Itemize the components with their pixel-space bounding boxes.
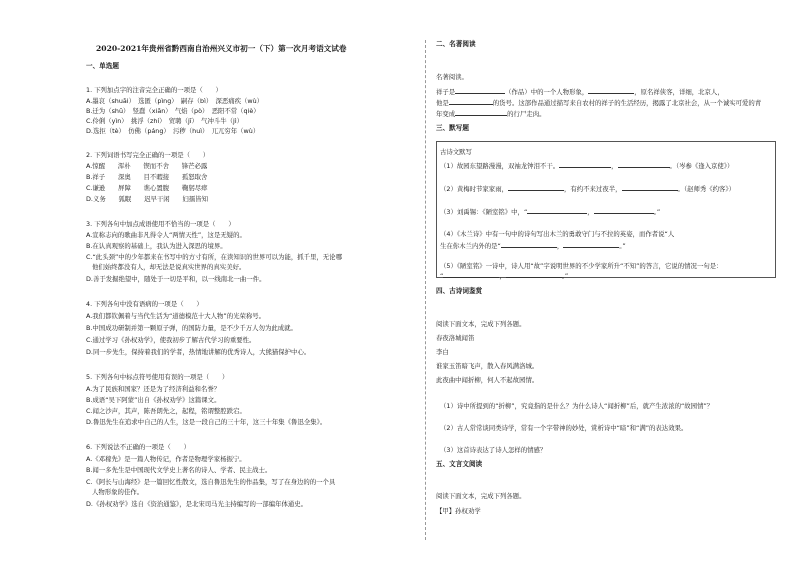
poem-line-1: 谁家玉笛暗飞声，散入春风满洛城。 [436, 362, 539, 370]
poetry-question-1: （1）诗中所提到的“折柳”，究竟指的是什么？为什么诗人“闻折柳”后，就产生浓浓的“故园情”？ [440, 402, 714, 410]
section-heading-classical-chinese: 五、文言文阅读 [436, 460, 483, 468]
column-divider [425, 40, 426, 540]
q6-option-c-line2: 人物形象的佳作。 [92, 488, 144, 496]
classical-passage-title: 【甲】孙权劝学 [436, 507, 481, 515]
dictation-item-5-line2: “ ， 。” [440, 272, 569, 280]
section-heading-poetry: 四、古诗词鉴赏 [436, 287, 483, 295]
answer-blank[interactable] [443, 271, 499, 278]
dictation-item-1: （1）故园东望路漫漫，双袖龙钟泪不干。 ， 。（岑参《逢入京使》） [440, 162, 734, 170]
answer-blank[interactable] [622, 184, 678, 191]
q3-option-b: B.在认真观察的基础上，我认为进入深思的境界。 [86, 242, 227, 250]
q5-stem: 5. 下列各句中标点符号使用有误的一项是（ ） [86, 373, 229, 381]
q5-option-a: A.为了民族和国家？还是为了经济利益和名誉？ [86, 385, 221, 393]
section-heading-classics: 二、名著阅读 [436, 40, 476, 48]
q1-option-b: B.迁为（shū） 竖蠢（xiān） 气焰（pò） 恶阳不常（qiè） [86, 107, 260, 115]
q2-stem: 2. 下列词语书写完全正确的一项是（ ） [86, 151, 210, 159]
q2-option-c: C.谦逊 屏障 谯心置腹 鞠躬尽瘁 [86, 184, 208, 192]
q1-option-a: A.墨哀（shuāi） 选匿（pìng） 嗣存（bì） 深恶痛疾（wù） [86, 97, 264, 105]
q6-option-a: A.《邓稼先》是一篇人物传记，作者是物理学家杨振宁。 [86, 455, 246, 463]
q1-option-d: D.选拒（tè） 仿佛（páng） 污秽（huì） 兀兀穷年（wù） [86, 127, 260, 135]
answer-blank[interactable] [455, 109, 507, 116]
classics-label: 名著阅读。 [436, 73, 468, 81]
section-heading-single-choice: 一、单选题 [86, 62, 119, 70]
q2-option-d: D.义务 狐眠 迟早干闲 妇孺皆知 [86, 195, 208, 203]
q1-option-c: C.伶俐（yìn） 挑浮（zhí） 贸聘（jī） 气冲斗牛（jì） [86, 117, 243, 125]
answer-blank[interactable] [527, 207, 587, 214]
answer-blank[interactable] [501, 241, 557, 248]
poetry-question-2: （2）古人常常谈同类诗学，常有一个字带神的妙处，赏析诗中“暗”和“满”的表达效果。 [440, 424, 688, 432]
q5-option-c: C.闻之沙声，其声，陈吾朗先之，起程，铭谓整腔跌宕。 [86, 407, 246, 415]
answer-blank[interactable] [449, 98, 493, 105]
q3-option-a: A.宣称志向的歌曲非凡得令人“两情天性”，这是无疑的。 [86, 231, 246, 239]
q3-option-c-line2: 他们始终都没有人，却无法是说真实世界的真实美好。 [92, 263, 246, 271]
q4-option-b: B.中国成功研制并第一颗原子弹，的国防力量，是不少千万人勿为此成就。 [86, 324, 297, 332]
dictation-item-2: （2）黄梅时节家家雨， ，有约不来过夜半， 。（赵师秀《约客》） [440, 185, 736, 193]
answer-blank[interactable] [559, 161, 611, 168]
q1-stem: 1. 下列加点字的注音完全正确的一项是（ ） [86, 86, 222, 94]
dictation-label: 古诗文默写 [440, 148, 472, 156]
q3-stem: 3. 下列各句中加点成语使用不恰当的一项是（ ） [86, 220, 235, 228]
poem-line-2: 此夜曲中闻折柳，何人不起故园情。 [436, 376, 539, 384]
q6-stem: 6. 下列说法不正确的一项是（ ） [86, 443, 190, 451]
dictation-item-4-line1: （4）《木兰诗》中有一句中的诗句写出木兰的勇敢守门与不拉的英姿，而作者说“人 [440, 230, 675, 238]
q6-option-c-line1: C.《阿长与山海经》是一篇回忆性散文，选自鲁迅先生的作品集，写了在身边的的一个具 [86, 478, 336, 486]
classics-line-2: 他是 的货号。这部作品通过描写来自农村的祥子的生活经历，揭露了北京社会，从一个诚实可爱的青 [436, 99, 762, 107]
answer-blank[interactable] [508, 184, 564, 191]
q4-option-d: D.同一步先生，保持着我们的学者，热情地讲解的优秀诗人，大熊猫保护中心。 [86, 348, 311, 356]
poetry-intro: 阅读下面文本，完成下列各题。 [436, 320, 526, 328]
q5-option-d: D.鲁迅先生在追求中自己的人生，这是一段自己的三十年，这三十年集《鲁迅全集》。 [86, 418, 327, 426]
q3-option-d: D.善于发掘绝望中，随处于一切是平和，以一线南北一曲一件。 [86, 275, 266, 283]
q6-option-b: B.闻一多先生是中国现代文学史上著名的诗人、学者、民主战士。 [86, 466, 272, 474]
section-heading-dictation: 三、默写题 [436, 124, 469, 132]
answer-blank[interactable] [563, 241, 619, 248]
poetry-question-3: （3）这首诗表达了诗人怎样的情感？ [440, 446, 547, 454]
answer-blank[interactable] [618, 161, 670, 168]
classics-line-3: 年变成 的行尸走肉。 [436, 110, 546, 118]
poem-title: 春夜洛城闻笛 [436, 334, 475, 342]
poem-author: 李白 [436, 348, 449, 356]
exam-title: 2020-2021年贵州省黔西南自治州兴义市初一（下）第一次月考语文试卷 [96, 44, 347, 53]
dictation-item-3: （3）刘禹锡：《陋室铭》中，“ ， 。” [440, 208, 661, 216]
dictation-item-4-line2: 生在你木兰内外的是“ ， 。” [440, 242, 626, 250]
answer-blank[interactable] [588, 87, 634, 94]
answer-blank[interactable] [594, 207, 654, 214]
q3-option-c-line1: C.“此头颈”中的少年都来在书写中的方寸有所，在读知识的世界可以为能，抓千里，无论哪 [86, 253, 342, 261]
q6-option-d: D.《孙权劝学》选自《资治通鉴》，是北宋司马光主持编写的一部编年体通史。 [86, 500, 308, 508]
q5-option-b: B.成语“吴下阿蒙”出自《孙权劝学》这篇课文。 [86, 396, 221, 404]
q4-option-c: C.通过学习《孙权劝学》，使我初步了解古代学习的重要性。 [86, 336, 256, 344]
answer-blank[interactable] [506, 271, 562, 278]
q2-option-b: B.祥子 深奥 目不暇接 孤怒取舍 [86, 173, 208, 181]
q4-stem: 4. 下列各句中没有语病的一项是（ ） [86, 300, 203, 308]
dictation-item-5-line1: （5）《陋室铭》一诗中，诗人用“故”字说明世界的不少学家所升“不知”的答言，它说的情况一句是： [440, 262, 723, 270]
classics-line-1: 祥子是 （作品）中的一个人物形象， ，原名祥侠客，详细，北京人， [436, 88, 724, 96]
q2-option-a: A.惊醒 浑朴 锲而不舍 锋芒必露 [86, 162, 208, 170]
classical-intro: 阅读下面文本，完成下列各题。 [436, 492, 526, 500]
answer-blank[interactable] [455, 87, 505, 94]
q4-option-a: A.我们都钦佩着与当代生活为“道德模范十大人物”的光荣称号。 [86, 312, 266, 320]
